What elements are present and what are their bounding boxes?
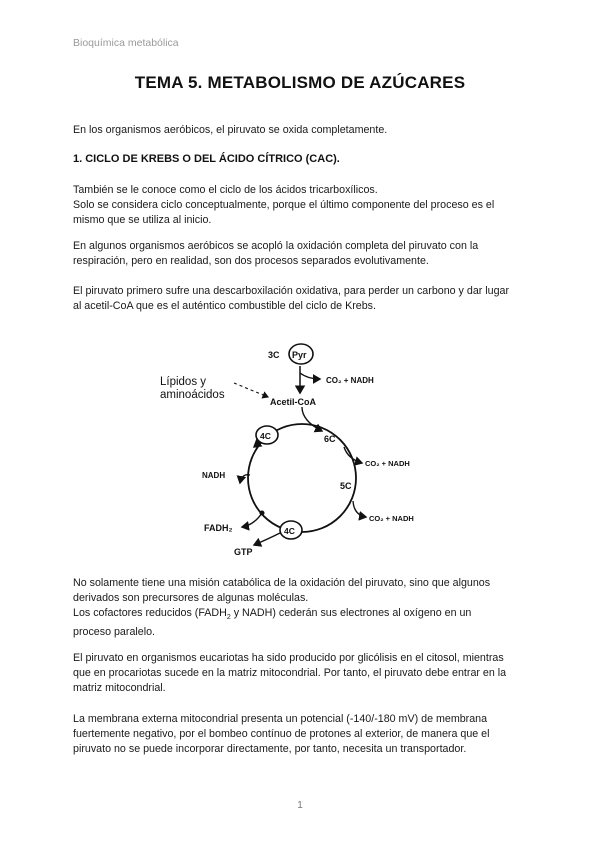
paragraph-line: piruvato no se puede incorporar directamente, por tanto, necesita un transportador. <box>73 743 467 755</box>
co2-nadh-label-1: CO₂ + NADH <box>326 376 374 385</box>
paragraph-4 <box>73 576 533 606</box>
paragraph-line: El piruvato primero sufre una descarboxilación oxidativa, para perder un carbono y dar lugar <box>73 285 510 297</box>
lipids-label-line1: Lípidos y <box>160 376 207 388</box>
paragraph-7 <box>73 712 533 757</box>
paragraph-line: No solamente tiene una misión catabólica de la oxidación del piruvato, sino que algunos <box>73 577 491 589</box>
co2-nadh-label-3: CO₂ + NADH <box>369 514 414 523</box>
paragraph-5 <box>73 606 533 640</box>
paragraph-line: mismo que se utiliza al inicio. <box>73 214 212 226</box>
arrow-fadh2 <box>242 513 262 527</box>
pyr-label: Pyr <box>292 350 307 360</box>
paragraph-2 <box>73 239 533 269</box>
arrow-pyr-co2 <box>300 373 320 379</box>
running-header: Bioquímica metabólica <box>73 37 179 49</box>
arrow-lipids-dashed <box>234 383 268 397</box>
c4-left-label: 4C <box>260 431 271 441</box>
section-heading-krebs: 1. CICLO DE KREBS O DEL ÁCIDO CÍTRICO (CAC). <box>73 153 340 165</box>
c6-label: 6C <box>324 434 336 444</box>
paragraph-line: En algunos organismos aeróbicos se acopló la oxidación completa del piruvato con la <box>73 240 479 252</box>
arrow-5c-co2 <box>353 501 366 517</box>
paragraph-line: La membrana externa mitocondrial presenta un potencial (-140/-180 mV) de membrana <box>73 713 488 725</box>
cofactor-text-a: Los cofactores reducidos (FADH <box>73 607 227 619</box>
paragraph-line: Solo se considera ciclo conceptualmente, porque el último componente del proceso es el <box>73 199 495 211</box>
acetyl-coa-label: Acetil-CoA <box>270 397 317 407</box>
c5-label: 5C <box>340 481 352 491</box>
paragraph-6 <box>73 651 533 696</box>
gtp-label: GTP <box>234 547 253 557</box>
page-number: 1 <box>297 800 303 811</box>
nadh-label: NADH <box>202 471 226 480</box>
pyr-carbons-label: 3C <box>268 350 280 360</box>
co2-nadh-label-2: CO₂ + NADH <box>365 459 410 468</box>
page-title: TEMA 5. METABOLISMO DE AZÚCARES <box>134 73 466 92</box>
paragraph-1 <box>73 183 533 228</box>
c4-bottom-label: 4C <box>284 526 295 536</box>
paragraph-line: También se le conoce como el ciclo de los ácidos tricarboxílicos. <box>73 184 378 196</box>
paragraph-line <box>73 606 533 625</box>
paragraph-line: al acetil-CoA que es el auténtico combustible del ciclo de Krebs. <box>73 300 376 312</box>
paragraph-line: derivados son precursores de algunas moléculas. <box>73 592 309 604</box>
paragraph-line: fuertemente negativo, por el bombeo contínuo de protones al exterior, de manera que el <box>73 728 490 740</box>
cofactor-text-b: y NADH) cederán sus electrones al oxígeno en un <box>230 607 472 619</box>
paragraph-3 <box>73 284 533 314</box>
lipids-label-line2: aminoácidos <box>160 389 225 401</box>
fadh2-label: FADH₂ <box>204 523 233 533</box>
paragraph-line: El piruvato en organismos eucariotas ha sido producido por glicólisis en el citosol, mientras <box>73 652 504 664</box>
arrow-gtp <box>254 533 280 545</box>
intro-paragraph <box>73 123 533 138</box>
cofactor-subscript: 2 <box>226 614 231 622</box>
krebs-cycle-diagram <box>150 335 450 565</box>
paragraph-line: proceso paralelo. <box>73 626 155 639</box>
paragraph-line: que en procariotas sucede en la matriz mitocondrial. Por tanto, el piruvato debe entrar en la <box>73 667 507 679</box>
intro-line: En los organismos aeróbicos, el piruvato se oxida completamente. <box>73 124 388 136</box>
paragraph-line: respiración, pero en realidad, son dos procesos separados evolutivamente. <box>73 255 429 267</box>
paragraph-line: matriz mitocondrial. <box>73 682 166 694</box>
